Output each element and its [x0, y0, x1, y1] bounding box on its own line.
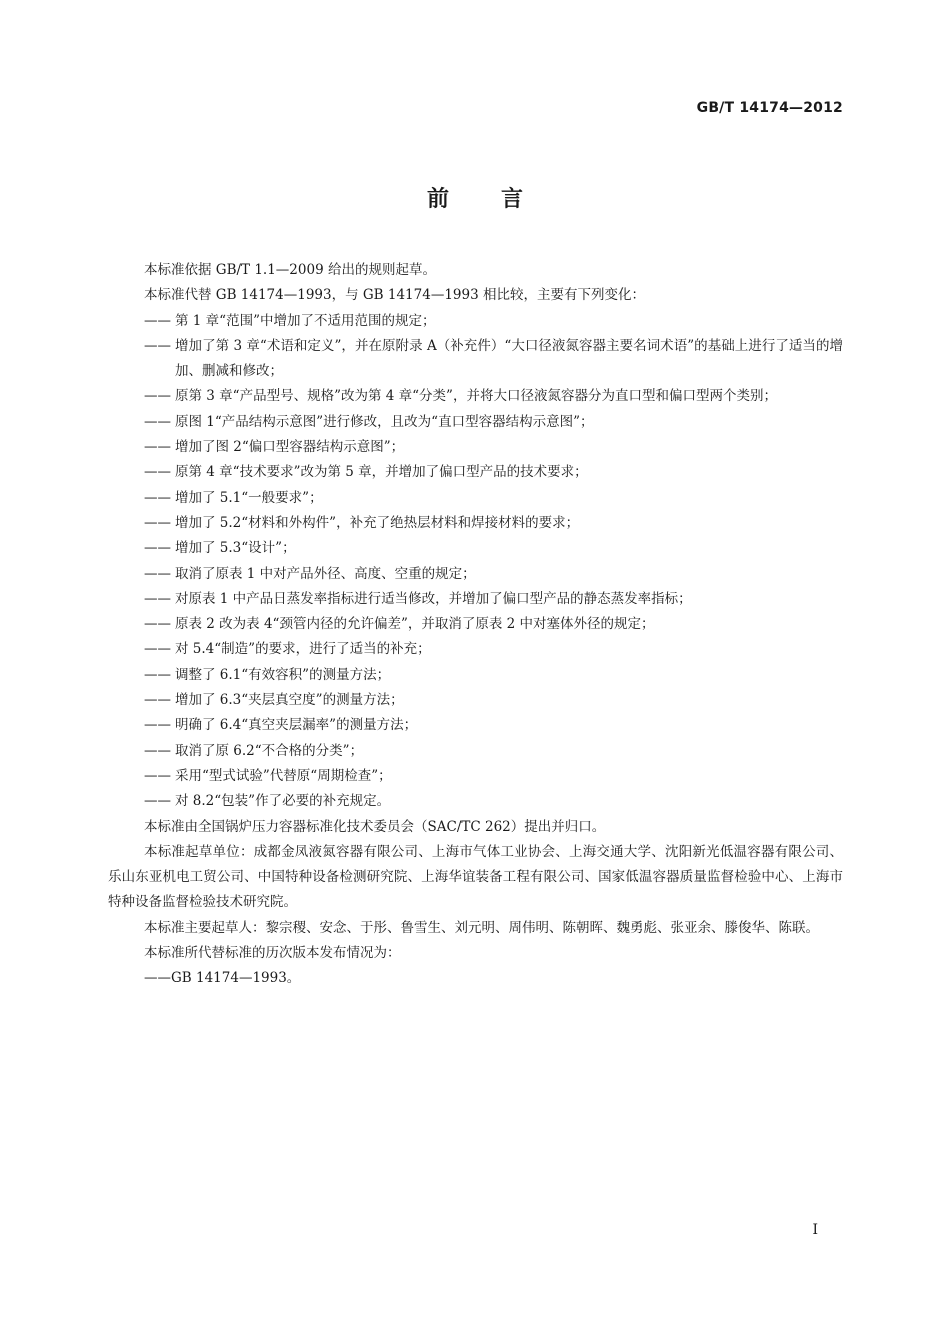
- list-item: [108, 536, 843, 561]
- list-dash: ——: [144, 767, 171, 784]
- list-item: [108, 334, 843, 385]
- list-item-text: 调整了 6.1“有效容积”的测量方法；: [175, 666, 391, 683]
- history-intro-paragraph: 本标准所代替标准的历次版本发布情况为：: [144, 945, 401, 962]
- history-item: ——GB 14174—1993。: [144, 970, 301, 987]
- list-item: [108, 587, 843, 612]
- list-item: [108, 663, 843, 688]
- list-dash: ——: [144, 641, 171, 658]
- proposer-paragraph: 本标准由全国锅炉压力容器标准化技术委员会（SAC/TC 262）提出并归口。: [144, 818, 606, 835]
- list-dash: ——: [144, 337, 171, 354]
- list-item: [108, 309, 843, 334]
- list-item-text: 增加了 5.2“材料和外构件”，补充了绝热层材料和焊接材料的要求；: [175, 514, 580, 531]
- page-number: I: [812, 1222, 818, 1238]
- list-item: [108, 739, 843, 764]
- list-item-text: 明确了 6.4“真空夹层漏率”的测量方法；: [175, 717, 418, 734]
- drafters-paragraph: 本标准主要起草人：黎宗稷、安念、于彤、鲁雪生、刘元明、周伟明、陈朝晖、魏勇彪、张亚余、滕俊华、陈联。: [144, 919, 819, 936]
- intro-paragraph: 本标准依据 GB/T 1.1—2009 给出的规则起草。: [144, 262, 436, 278]
- document-body: [108, 258, 843, 992]
- list-item: [108, 637, 843, 662]
- list-dash: ——: [144, 439, 171, 456]
- list-item: [108, 435, 843, 460]
- list-item-text: 取消了原表 1 中对产品外径、高度、空重的规定；: [175, 565, 476, 582]
- list-item: [108, 764, 843, 789]
- standard-code: GB/T 14174—2012: [696, 100, 843, 116]
- list-item-text: 增加了 5.3“设计”；: [175, 540, 296, 557]
- list-dash: ——: [144, 616, 171, 633]
- list-item-text: 增加了 6.3“夹层真空度”的测量方法；: [175, 692, 404, 709]
- list-dash: ——: [144, 312, 171, 329]
- list-dash: ——: [144, 388, 171, 405]
- list-item-text: 对 5.4“制造”的要求，进行了适当的补充；: [175, 641, 431, 658]
- page-title: 前言: [426, 187, 575, 212]
- list-dash: ——: [144, 793, 171, 810]
- list-item: [108, 410, 843, 435]
- list-item: [108, 713, 843, 738]
- intro-paragraph: 本标准代替 GB 14174—1993，与 GB 14174—1993 相比较，主要有下列变化：: [144, 287, 645, 304]
- list-item-text: 增加了第 3 章“术语和定义”，并在原附录 A（补充件）“大口径液氮容器主要名词术语”的基础上进行了适当的增加、删减和修改；: [175, 337, 843, 380]
- list-dash: ——: [144, 717, 171, 734]
- list-item-text: 对原表 1 中产品日蒸发率指标进行适当修改，并增加了偏口型产品的静态蒸发率指标；: [175, 590, 692, 607]
- list-dash: ——: [144, 742, 171, 759]
- list-dash: ——: [144, 666, 171, 683]
- list-dash: ——: [144, 464, 171, 481]
- list-dash: ——: [144, 565, 171, 582]
- list-item: [108, 562, 843, 587]
- list-item: [108, 511, 843, 536]
- list-item-text: 增加了 5.1“一般要求”；: [175, 489, 323, 506]
- changes-list: [108, 309, 843, 815]
- list-item-text: 第 1 章“范围”中增加了不适用范围的规定；: [175, 312, 436, 329]
- list-dash: ——: [144, 590, 171, 607]
- list-dash: ——: [144, 540, 171, 557]
- list-dash: ——: [144, 489, 171, 506]
- list-item-text: 原表 2 改为表 4“颈管内径的允许偏差”，并取消了原表 2 中对塞体外径的规定；: [175, 616, 655, 633]
- list-item-text: 原第 3 章“产品型号、规格”改为第 4 章“分类”，并将大口径液氮容器分为直口型和偏口型两个类别；: [175, 388, 777, 405]
- list-item: [108, 688, 843, 713]
- list-item-text: 采用“型式试验”代替原“周期检查”；: [175, 767, 392, 784]
- list-item: [108, 384, 843, 409]
- list-item-text: 原第 4 章“技术要求”改为第 5 章，并增加了偏口型产品的技术要求；: [175, 464, 588, 481]
- list-item: [108, 460, 843, 485]
- list-item-text: 取消了原 6.2“不合格的分类”；: [175, 742, 364, 759]
- list-dash: ——: [144, 514, 171, 531]
- list-item-text: 对 8.2“包装”作了必要的补充规定。: [175, 793, 391, 810]
- list-dash: ——: [144, 413, 171, 430]
- list-dash: ——: [144, 692, 171, 709]
- drafting-units-paragraph: 本标准起草单位：成都金凤液氮容器有限公司、上海市气体工业协会、上海交通大学、沈阳新光低温容器有限公司、乐山东亚机电工贸公司、中国特种设备检测研究院、上海华谊装备工程有限公司、国家低温容器质量监督检验中心、上海市特种设备监督检验技术研究院。: [108, 843, 843, 911]
- list-item-text: 原图 1“产品结构示意图”进行修改，且改为“直口型容器结构示意图”；: [175, 413, 594, 430]
- list-item: [108, 612, 843, 637]
- list-item: [108, 789, 843, 814]
- list-item-text: 增加了图 2“偏口型容器结构示意图”；: [175, 439, 405, 456]
- list-item: [108, 486, 843, 511]
